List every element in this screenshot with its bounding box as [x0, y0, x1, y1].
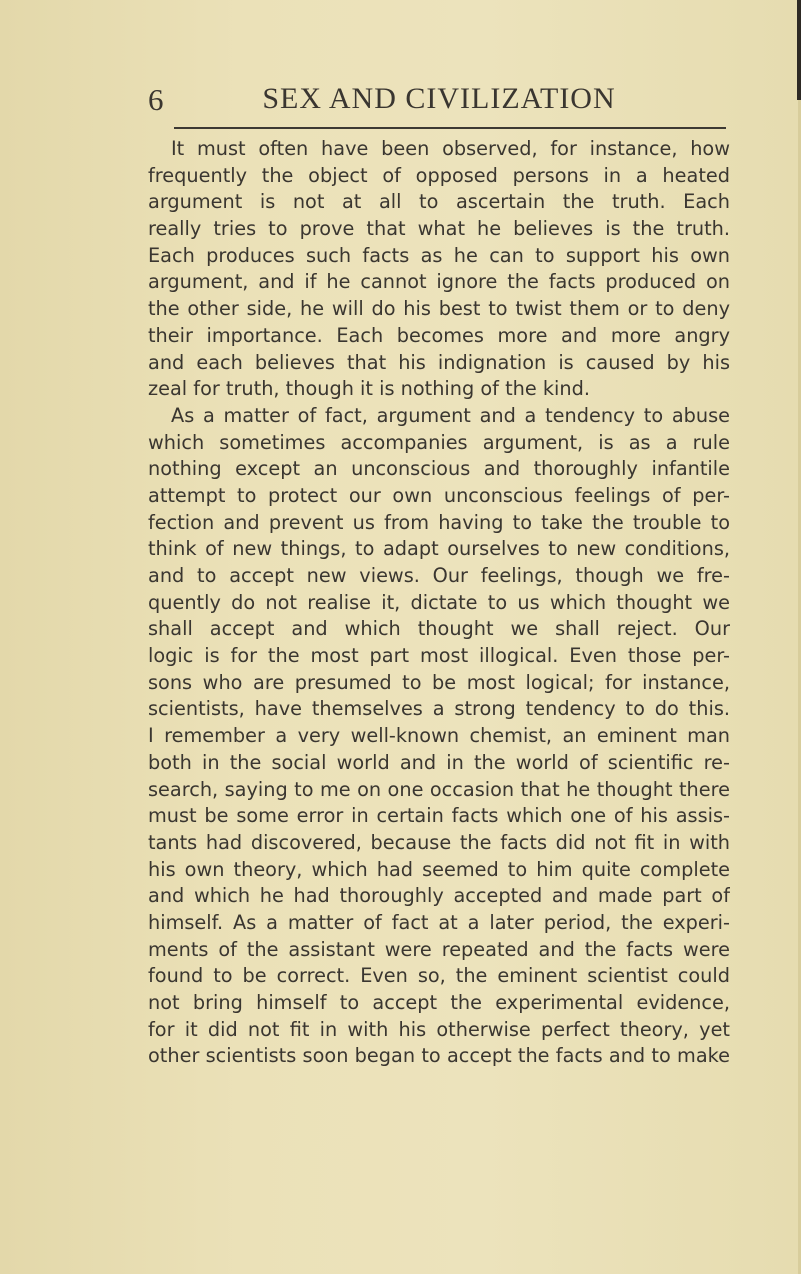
text-line: It must often have been observed, for instance, how: [171, 137, 730, 160]
text-line: for it did not fit in with his otherwise perfect theory, yet: [148, 1017, 730, 1041]
text-line: not bring himself to accept the experimental evidence,: [148, 991, 730, 1014]
text-line: zeal for truth, though it is nothing of the kind.: [148, 377, 590, 401]
text-line: attempt to protect our own unconscious feelings of per-: [148, 483, 730, 507]
text-line: think of new things, to adapt ourselves to new conditions,: [148, 537, 730, 561]
text-line: fection and prevent us from having to take the trouble to: [148, 510, 730, 534]
text-line: quently do not realise it, dictate to us which thought we: [148, 590, 730, 614]
header-rule: [174, 127, 726, 129]
text-line: ments of the assistant were repeated and the facts were: [148, 937, 730, 961]
text-line: found to be correct. Even so, the eminent scientist could: [148, 964, 730, 988]
text-line: which sometimes accompanies argument, is as a rule: [148, 430, 730, 454]
text-line: logic is for the most part most illogical. Even those per-: [148, 644, 730, 668]
text-line: shall accept and which thought we shall reject. Our: [148, 617, 730, 641]
text-line: himself. As a matter of fact at a later period, the experi-: [148, 910, 730, 934]
text-line: scientists, have themselves a strong tendency to do this.: [148, 697, 730, 721]
text-line: really tries to prove that what he believes is the truth.: [148, 217, 730, 241]
text-line: and which he had thoroughly accepted and made part of: [148, 884, 730, 908]
text-line: Each produces such facts as he can to support his own: [148, 243, 730, 267]
page-number: 6: [148, 82, 164, 117]
text-line: As a matter of fact, argument and a tendency to abuse: [171, 403, 730, 427]
text-line: I remember a very well-known chemist, an eminent man: [148, 724, 730, 748]
text-line: and to accept new views. Our feelings, though we fre-: [148, 564, 730, 587]
text-line: his own theory, which had seemed to him quite complete: [148, 857, 730, 881]
text-line: both in the social world and in the world of scientific re-: [148, 750, 730, 774]
text-line: must be some error in certain facts which one of his assis-: [148, 804, 730, 828]
text-line: sons who are presumed to be most logical; for instance,: [148, 670, 730, 694]
text-line: tants had discovered, because the facts did not fit in with: [148, 830, 730, 854]
text-line: their importance. Each becomes more and more angry: [148, 323, 730, 347]
body-text: [148, 136, 730, 1070]
text-line: the other side, he will do his best to twist them or to deny: [148, 297, 730, 321]
page-header: [148, 82, 730, 122]
text-line: nothing except an unconscious and thoroughly infantile: [148, 457, 730, 481]
text-line: frequently the object of opposed persons in a heated: [148, 163, 730, 187]
page-edge-dark: [797, 0, 801, 100]
text-line: and each believes that his indignation is caused by his: [148, 350, 730, 374]
text-line: argument, and if he cannot ignore the facts produced on: [148, 270, 730, 294]
running-title: SEX AND CIVILIZATION: [262, 82, 616, 115]
text-line: argument is not at all to ascertain the truth. Each: [148, 190, 730, 214]
text-line: other scientists soon began to accept the facts and to make: [148, 1044, 730, 1068]
text-line: search, saying to me on one occasion that he thought there: [148, 777, 730, 801]
